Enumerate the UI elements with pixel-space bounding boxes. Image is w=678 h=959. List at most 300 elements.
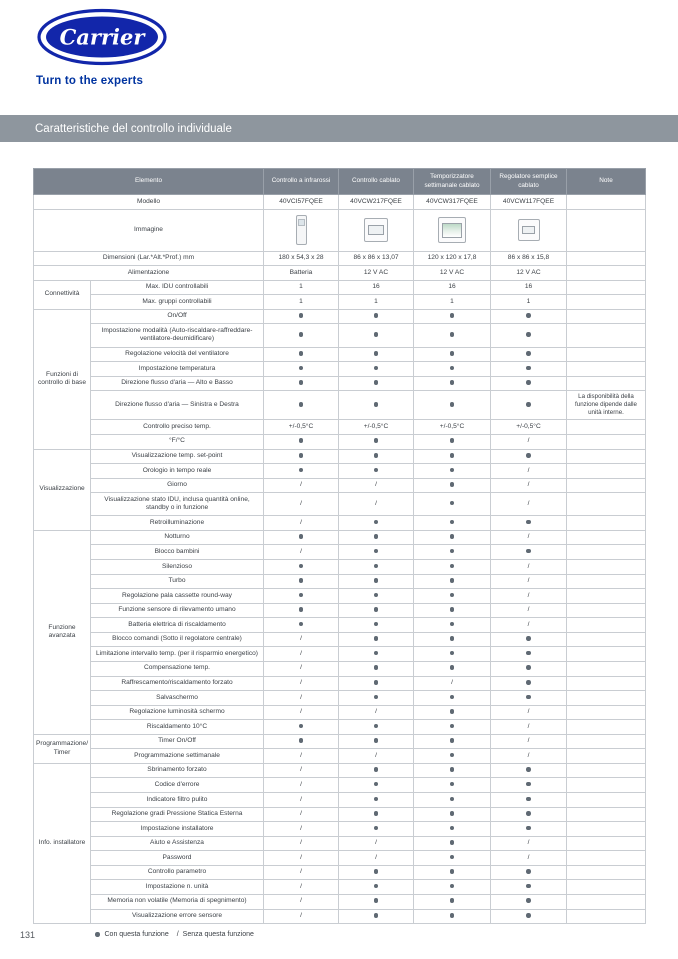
feature-yes-cell [414,909,491,924]
note-cell [567,530,646,545]
feature-yes-cell [491,632,567,647]
feature-dot-icon [450,593,455,598]
header-note: Note [567,169,646,195]
feature-dot-icon [299,724,304,729]
table-row [34,705,646,720]
row-label: Giorno [91,478,264,493]
feature-yes-cell [264,734,339,749]
header-col-temporizzatore: Temporizzatore settimanale cablato [414,169,491,195]
row-label: Regolazione gradi Pressione Statica Esterna [91,807,264,822]
feature-dot-icon [526,811,531,816]
feature-no-cell: / [264,851,339,866]
feature-yes-cell [339,464,414,479]
table-row [34,251,646,266]
remote-controller-screen [298,219,305,226]
header-elemento: Elemento [34,169,264,195]
feature-yes-cell [414,309,491,324]
feature-yes-cell [264,720,339,735]
feature-yes-cell [491,661,567,676]
feature-dot-icon [450,453,455,458]
table-row [34,516,646,531]
feature-dot-icon [374,651,379,656]
feature-yes-cell [339,434,414,449]
table-row [34,603,646,618]
note-cell [567,865,646,880]
feature-dot-icon [526,453,531,458]
value-cell: 12 V AC [414,266,491,281]
feature-no-cell: / [264,865,339,880]
feature-yes-cell [264,574,339,589]
feature-yes-cell [339,309,414,324]
legend-slash-icon: / [176,931,179,939]
feature-yes-cell [339,391,414,420]
feature-dot-icon [374,898,379,903]
feature-no-cell: / [264,894,339,909]
row-label: Raffrescamento/riscaldamento forzato [91,676,264,691]
feature-yes-cell [414,647,491,662]
feature-dot-icon [526,332,531,337]
row-label: Funzione sensore di rilevamento umano [91,603,264,618]
feature-yes-cell [414,347,491,362]
feature-yes-cell [414,836,491,851]
feature-dot-icon [526,695,531,700]
note-cell [567,691,646,706]
feature-dot-icon [374,622,379,627]
table-row [34,280,646,295]
feature-yes-cell [491,880,567,895]
row-label: Silenzioso [91,560,264,575]
row-label: Direzione flusso d'aria — Sinistra e Destra [91,391,264,420]
feature-dot-icon [450,534,455,539]
feature-dot-icon [526,402,531,407]
feature-yes-cell [264,464,339,479]
note-cell [567,807,646,822]
feature-yes-cell [339,778,414,793]
row-label: Indicatore filtro pulito [91,793,264,808]
note-cell [567,618,646,633]
value-cell: +/-0,5°C [339,420,414,435]
timer-controller-screen [442,223,462,238]
feature-yes-cell [414,880,491,895]
feature-yes-cell [414,434,491,449]
note-cell [567,434,646,449]
feature-dot-icon [450,482,455,487]
features-table-wrap [33,168,645,938]
feature-yes-cell [491,909,567,924]
feature-no-cell: / [264,478,339,493]
feature-yes-cell [339,880,414,895]
feature-dot-icon [450,520,455,525]
feature-dot-icon [374,738,379,743]
feature-yes-cell [339,545,414,560]
feature-yes-cell [339,324,414,347]
feature-yes-cell [264,309,339,324]
note-cell [567,478,646,493]
simple-controller-image [518,219,540,241]
feature-no-cell: / [264,647,339,662]
feature-dot-icon [526,366,531,371]
feature-dot-icon [450,332,455,337]
row-label: Sbrinamento forzato [91,763,264,778]
feature-yes-cell [339,603,414,618]
feature-yes-cell [414,560,491,575]
table-row [34,763,646,778]
feature-dot-icon [450,767,455,772]
feature-yes-cell [339,661,414,676]
table-row [34,560,646,575]
feature-dot-icon [299,332,304,337]
feature-dot-icon [374,313,379,318]
row-label: Impostazione modalità (Auto-riscaldare-raffreddare-ventilatore-deumidificare) [91,324,264,347]
feature-no-cell: / [491,720,567,735]
value-cell: 86 x 86 x 15,8 [491,251,567,266]
feature-dot-icon [450,709,455,714]
feature-dot-icon [526,651,531,656]
table-row [34,661,646,676]
feature-dot-icon [374,332,379,337]
feature-dot-icon [450,811,455,816]
feature-no-cell: / [264,836,339,851]
feature-yes-cell [339,647,414,662]
feature-yes-cell [414,734,491,749]
feature-yes-cell [339,807,414,822]
legend-slash-label: Senza questa funzione [182,931,254,939]
table-row [34,434,646,449]
table-row [34,734,646,749]
feature-dot-icon [450,884,455,889]
table-row [34,807,646,822]
feature-dot-icon [526,898,531,903]
value-cell: 180 x 54,3 x 28 [264,251,339,266]
feature-yes-cell [414,865,491,880]
feature-dot-icon [450,366,455,371]
product-image-cell [339,209,414,251]
feature-no-cell: / [414,676,491,691]
feature-dot-icon [374,913,379,918]
feature-yes-cell [414,749,491,764]
feature-yes-cell [491,391,567,420]
feature-yes-cell [414,632,491,647]
feature-no-cell: / [264,632,339,647]
feature-no-cell: / [264,778,339,793]
feature-dot-icon [299,313,304,318]
value-cell: 40VCW317FQEE [414,195,491,210]
feature-dot-icon [374,593,379,598]
feature-no-cell: / [491,464,567,479]
feature-no-cell: / [264,705,339,720]
table-row [34,647,646,662]
row-label: Impostazione temperatura [91,362,264,377]
row-label: Orologio in tempo reale [91,464,264,479]
feature-dot-icon [526,636,531,641]
feature-no-cell: / [491,478,567,493]
feature-dot-icon [450,855,455,860]
row-label: Max. IDU controllabili [91,280,264,295]
feature-yes-cell [414,822,491,837]
feature-yes-cell [414,516,491,531]
table-row [34,391,646,420]
feature-no-cell: / [264,909,339,924]
feature-dot-icon [450,313,455,318]
feature-dot-icon [450,665,455,670]
carrier-logo-text: Carrier [59,24,145,50]
row-label: Regolazione velocità del ventilatore [91,347,264,362]
group-label: Connettività [34,280,91,309]
note-cell [567,266,646,281]
feature-yes-cell [491,347,567,362]
note-cell [567,793,646,808]
feature-dot-icon [374,351,379,356]
feature-no-cell: / [491,434,567,449]
row-label: Controllo preciso temp. [91,420,264,435]
product-image-cell [264,209,339,251]
table-row [34,420,646,435]
row-label: Timer On/Off [91,734,264,749]
row-label: Immagine [34,209,264,251]
feature-yes-cell [491,763,567,778]
group-label: Funzione avanzata [34,530,91,734]
table-row [34,266,646,281]
feature-yes-cell [414,720,491,735]
note-cell: La disponibilità della funzione dipende dalle unità interne. [567,391,646,420]
feature-dot-icon [374,564,379,569]
row-label: Salvaschermo [91,691,264,706]
carrier-logo-block [36,8,196,87]
feature-yes-cell [414,661,491,676]
note-cell [567,449,646,464]
feature-yes-cell [414,763,491,778]
value-cell: 40VCI57FQEE [264,195,339,210]
feature-dot-icon [374,453,379,458]
feature-dot-icon [526,520,531,525]
feature-yes-cell [414,478,491,493]
feature-dot-icon [450,564,455,569]
feature-yes-cell [491,807,567,822]
table-row [34,545,646,560]
feature-dot-icon [450,840,455,845]
feature-dot-icon [450,913,455,918]
row-label: Impostazione n. unità [91,880,264,895]
row-label: Modello [34,195,264,210]
feature-dot-icon [450,898,455,903]
feature-no-cell: / [264,493,339,516]
table-row [34,851,646,866]
value-cell: 1 [414,295,491,310]
note-cell [567,251,646,266]
feature-yes-cell [414,376,491,391]
value-cell: 1 [491,295,567,310]
feature-dot-icon [450,622,455,627]
feature-yes-cell [491,676,567,691]
logo-tagline: Turn to the experts [36,75,144,87]
features-table [33,168,646,924]
feature-dot-icon [450,797,455,802]
row-label: Blocco bambini [91,545,264,560]
feature-dot-icon [450,695,455,700]
table-row [34,865,646,880]
note-cell [567,560,646,575]
feature-yes-cell [339,822,414,837]
value-cell: 40VCW217FQEE [339,195,414,210]
feature-dot-icon [299,564,304,569]
note-cell [567,516,646,531]
table-header-row [34,169,646,195]
feature-yes-cell [339,516,414,531]
wired-controller-image [364,218,388,242]
feature-yes-cell [491,376,567,391]
feature-yes-cell [264,391,339,420]
feature-dot-icon [526,380,531,385]
note-cell [567,778,646,793]
feature-dot-icon [450,549,455,554]
table-row [34,574,646,589]
feature-yes-cell [264,324,339,347]
feature-yes-cell [264,449,339,464]
feature-yes-cell [264,376,339,391]
feature-dot-icon [450,738,455,743]
feature-dot-icon [450,724,455,729]
group-label: Funzioni di controllo di base [34,309,91,449]
feature-no-cell: / [264,691,339,706]
table-row [34,324,646,347]
note-cell [567,720,646,735]
feature-yes-cell [339,376,414,391]
note-cell [567,309,646,324]
note-cell [567,851,646,866]
feature-yes-cell [491,647,567,662]
row-label: °F/°C [91,434,264,449]
header-col-regolatore: Regolatore semplice cablato [491,169,567,195]
feature-no-cell: / [491,734,567,749]
feature-no-cell: / [491,836,567,851]
feature-yes-cell [264,589,339,604]
feature-no-cell: / [264,516,339,531]
header-col-cablato: Controllo cablato [339,169,414,195]
value-cell: 16 [491,280,567,295]
feature-yes-cell [414,778,491,793]
timer-controller-image [438,217,466,243]
feature-yes-cell [414,324,491,347]
value-cell: 16 [339,280,414,295]
feature-yes-cell [414,807,491,822]
feature-dot-icon [374,724,379,729]
feature-yes-cell [414,574,491,589]
row-label: Visualizzazione errore sensore [91,909,264,924]
feature-dot-icon [299,534,304,539]
legend-dot-label: Con questa funzione [104,931,169,939]
row-label: Regolazione pala cassette round-way [91,589,264,604]
feature-yes-cell [414,493,491,516]
note-cell [567,603,646,618]
feature-yes-cell [414,603,491,618]
product-image-cell [414,209,491,251]
feature-dot-icon [299,438,304,443]
feature-no-cell: / [491,493,567,516]
feature-dot-icon [526,767,531,772]
feature-no-cell: / [264,749,339,764]
feature-yes-cell [264,603,339,618]
feature-dot-icon [299,738,304,743]
feature-yes-cell [264,560,339,575]
table-row [34,778,646,793]
feature-dot-icon [374,680,379,685]
feature-dot-icon [450,578,455,583]
remote-controller-image [296,215,307,245]
feature-dot-icon [450,651,455,656]
note-cell [567,420,646,435]
feature-yes-cell [414,391,491,420]
note-cell [567,280,646,295]
feature-yes-cell [339,632,414,647]
feature-dot-icon [526,869,531,874]
feature-yes-cell [414,705,491,720]
feature-no-cell: / [264,661,339,676]
note-cell [567,647,646,662]
row-label: On/Off [91,309,264,324]
row-label: Impostazione installatore [91,822,264,837]
feature-dot-icon [450,636,455,641]
table-row [34,793,646,808]
table-row [34,618,646,633]
feature-yes-cell [414,851,491,866]
feature-yes-cell [414,894,491,909]
row-label: Turbo [91,574,264,589]
feature-dot-icon [374,520,379,525]
carrier-logo-icon [36,8,168,66]
feature-dot-icon [374,636,379,641]
feature-dot-icon [526,680,531,685]
table-row [34,209,646,251]
note-cell [567,880,646,895]
feature-dot-icon [374,782,379,787]
note-cell [567,324,646,347]
feature-yes-cell [339,865,414,880]
row-label: Dimensioni (Lar.*Alt.*Prof.) mm [34,251,264,266]
feature-yes-cell [339,909,414,924]
note-cell [567,376,646,391]
feature-dot-icon [374,402,379,407]
row-label: Programmazione settimanale [91,749,264,764]
table-row [34,449,646,464]
feature-dot-icon [374,884,379,889]
feature-no-cell: / [264,763,339,778]
value-cell: 16 [414,280,491,295]
feature-no-cell: / [264,880,339,895]
feature-yes-cell [339,676,414,691]
feature-yes-cell [491,778,567,793]
table-row [34,676,646,691]
value-cell: Batteria [264,266,339,281]
feature-yes-cell [339,793,414,808]
feature-yes-cell [339,449,414,464]
note-cell [567,632,646,647]
feature-no-cell: / [264,545,339,560]
feature-yes-cell [491,894,567,909]
table-row [34,836,646,851]
table-row [34,720,646,735]
feature-no-cell: / [491,705,567,720]
value-cell: +/-0,5°C [491,420,567,435]
table-row [34,589,646,604]
feature-dot-icon [374,468,379,473]
value-cell: 1 [339,295,414,310]
row-label: Riscaldamento 10°C [91,720,264,735]
feature-dot-icon [526,913,531,918]
feature-yes-cell [339,362,414,377]
feature-dot-icon [374,549,379,554]
feature-dot-icon [450,402,455,407]
feature-dot-icon [374,607,379,612]
